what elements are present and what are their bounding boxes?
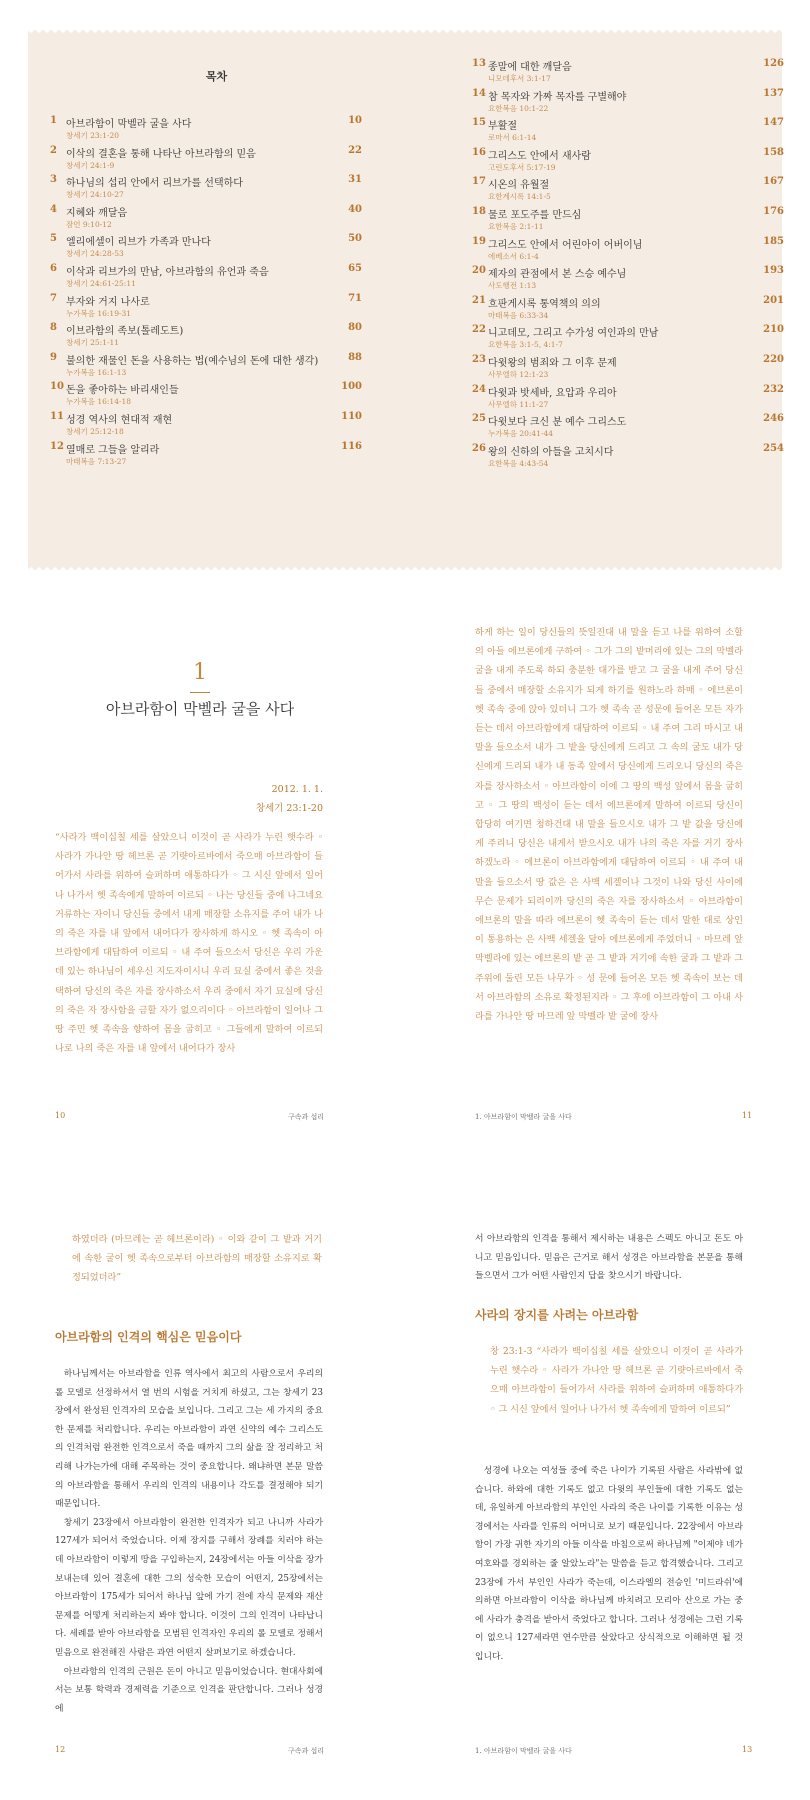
toc-entry-title: 니고데모, 그리고 수가성 여인과의 만남 (488, 328, 659, 340)
toc-entry-number: 25 (472, 413, 486, 425)
toc-entry-page: 65 (348, 263, 362, 274)
toc-entry-title: 다윗보다 크신 분 예수 그리스도 (488, 417, 627, 429)
toc-entry-reference: 고린도후서 5:17-19 (488, 162, 556, 172)
paragraph: 아브라함의 인격의 근원은 돈이 아니고 믿음이었습니다. 현대사회에서는 보통 학력과 경제력을 기준으로 인격을 판단합니다. 그러나 성경에 (55, 1666, 323, 1714)
toc-entry-page: 210 (763, 324, 784, 336)
toc-entry-reference: 창세기 24:61-25:11 (66, 279, 136, 288)
toc-entry-reference: 창세기 25:1-11 (66, 338, 120, 348)
toc-entry-number: 3 (50, 174, 57, 186)
toc-entry-reference: 사무엘하 12:1-23 (488, 370, 549, 379)
scripture-quote-left: “사라가 백이십칠 세를 살았으니 이것이 곧 사라가 누린 햇수라 ◦ 사라가 가나안 땅 헤브론 곧 기럇아르바에서 죽으매 아브라함이 들어가서 사라를 위하여 슬퍼하며 애통하다가 ◦ 그 시신 앞에서 일어나 나가서 헷 족속에게 말하여 이르되 ◦ 나는 당신들 중에 나그네요 거류하는 자이니 당신들 중에서 내게 매장할 소유지를 주어 내가 나의 죽은 자를 내 앞에서 내어다가 장사하게 하시오 ◦ 헷 족속이 아브라함에게 대답하여 이르되 ◦ 내 주여 들으소서 당신은 우리 가운데 있는 하나님이 세우신 지도자이시니 우리 묘실 중에서 좋은 것을 택하여 당신의 죽은 자를 장사하소서 우리 중에서 자기 묘실에 당신의 죽은 자 장사함을 금할 자가 없으리이다 ◦ 아브라함이 일어나 그 땅 주민 헷 족속을 향하여 몸을 굽히고 ◦ 그들에게 말하여 이르되 나로 나의 죽은 자를 내 앞에서 내어다가 장사 (55, 832, 323, 1055)
toc-entry-title: 그리스도 안에서 새사람 (488, 150, 591, 162)
toc-entry-title: 불의한 재물인 돈을 사용하는 법(예수님의 돈에 대한 생각) (66, 355, 319, 367)
toc-entry-reference: 요한복음 10:1-22 (488, 103, 549, 113)
toc-entry-page: 246 (763, 413, 784, 425)
toc-entry-number: 19 (472, 235, 486, 247)
toc-entry-reference: 잠언 9:10-12 (66, 219, 112, 229)
toc-entry-page: 193 (763, 265, 784, 277)
toc-entry-page: 167 (763, 176, 784, 188)
toc-entry-number: 10 (50, 381, 64, 393)
section-heading-right: 사라의 장지를 사려는 아브라함 (475, 1308, 639, 1322)
running-head-right: 1. 아브라함이 막벨라 굴을 사다 (475, 1747, 572, 1755)
toc-entry-number: 5 (50, 233, 57, 245)
toc-entry-page: 22 (348, 144, 362, 156)
toc-entry[interactable] (472, 443, 784, 477)
toc-entry-reference: 요한복음 2:1-11 (488, 222, 544, 231)
sermon-date: 2012. 1. 1. (271, 784, 323, 795)
toc-entry-page: 185 (763, 235, 784, 247)
toc-entry-reference: 마태복음 6:33-34 (488, 310, 549, 320)
toc-entry-page: 110 (341, 411, 362, 422)
toc-entry-reference: 사무엘하 11:1-27 (488, 399, 549, 409)
toc-entry-page: 50 (348, 233, 362, 245)
toc-entry-number: 6 (50, 263, 57, 274)
body-text-right-intro (475, 1230, 743, 1288)
toc-entry-page: 10 (348, 115, 362, 126)
toc-entry-number: 18 (472, 206, 486, 217)
toc-entry-reference: 누가복음 16:1-13 (66, 367, 127, 377)
toc-entry-page: 220 (763, 354, 784, 365)
toc-entry-page: 137 (763, 87, 784, 99)
paragraph: 성경에 나오는 여성들 중에 죽은 나이가 기록된 사람은 사라밖에 없습니다. 하와에 대한 기록도 없고 다윗의 부인들에 대한 기록도 없는데, 유일하게 아브라함의 부인인 사라의 죽은 나이를 기록한 이유는 성경에서는 사라를 인류의 어머니로 보기 때문입니다. 22장에서 아브라함이 가장 귀한 자기의 아들 이삭을 바침으로써 하나님께 "이제야 네가 여호와를 경외하는 줄 알았노라"는 말씀을 듣고 합격했습니다. 그리고 23장에 가서 부인인 사라가 죽는데, 이스라엘의 전승인 '미드라쉬'에 의하면 아브라함이 이삭을 하나님께 바치려고 모리아 산으로 가는 중에 사라가 충격을 받아서 죽었다고 합니다. 그러나 성경에는 그런 기록이 없으니 127세라면 연수만큼 살았다고 상식적으로 이해하면 될 것입니다. (475, 1466, 743, 1662)
paragraph: 서 아브라함의 인격을 통해서 제시하는 내용은 스펙도 아니고 돈도 아니고 믿음입니다. 믿음은 근거로 해서 성경은 아브라함을 본문을 통해 들으면서 그가 어떤 사람인지 답을 찾으시기 바랍니다. (475, 1234, 743, 1282)
toc-entry-reference: 누가복음 16:19-31 (66, 308, 132, 318)
toc-entry-page: 31 (348, 174, 362, 186)
toc-entry-number: 12 (50, 440, 64, 452)
toc-entry-title: 이삭의 결혼을 통해 나타난 아브라함의 믿음 (66, 148, 256, 160)
toc-title: 목차 (205, 70, 228, 83)
chapter-divider (190, 692, 210, 693)
toc-entry-page: 116 (341, 440, 362, 452)
toc-entry-number: 17 (472, 176, 486, 188)
chapter-title: 아브라함이 막벨라 굴을 사다 (105, 700, 295, 718)
toc-entry-reference: 로마서 6:1-14 (488, 133, 537, 143)
page-number-left: 10 (55, 1111, 66, 1120)
toc-entry-reference: 창세기 25:12-18 (66, 427, 124, 436)
toc-entry-number: 22 (472, 324, 486, 336)
toc-entry-title: 아브라함이 막벨라 굴을 사다 (66, 119, 192, 130)
toc-entry-title: 부활절 (488, 121, 517, 133)
toc-entry-title: 다윗왕의 범죄와 그 이후 문제 (488, 358, 617, 369)
page-number-left: 12 (55, 1745, 66, 1754)
toc-entry-page: 254 (763, 442, 784, 454)
toc-entry-title: 이브라함의 족보(톨레도트) (66, 326, 184, 338)
toc-entry-number: 8 (50, 322, 57, 334)
toc-entry-reference: 요한계시록 14:1-5 (488, 192, 551, 202)
toc-entry-reference: 사도행전 1:13 (488, 281, 537, 291)
running-head-left: 구속과 섭리 (288, 1113, 325, 1121)
toc-entry-title: 돈을 좋아하는 바리새인들 (66, 385, 179, 397)
section-heading-left: 아브라함의 인격의 핵심은 믿음이다 (55, 1330, 242, 1344)
toc-entry-reference: 요한복음 3:1-5, 4:1-7 (488, 340, 563, 350)
toc-entry-page: 176 (763, 206, 784, 217)
toc-entry-page: 100 (341, 381, 362, 393)
toc-entry-number: 20 (472, 265, 486, 277)
toc-entry-number: 24 (472, 383, 486, 395)
toc-entry-title: 지혜와 깨달음 (66, 207, 128, 219)
toc-entry-title: 참 목자와 가짜 목자를 구별해야 (488, 91, 627, 103)
scripture-quote-right: 하게 하는 일이 당신들의 뜻일진대 내 말을 듣고 나를 위하여 소할의 아들 에브론에게 구하여 ◦ 그가 그의 밭머리에 있는 그의 막벨라 굴을 내게 주도록 하되 충분한 대가를 받고 그 굴을 내게 주어 당신들 중에서 매장할 소유지가 되게 하기를 원하노라 하매 ◦ 에브론이 헷 족속 중에 앉아 있더니 그가 헷 족속 곧 성문에 들어온 모든 자가 듣는 데서 아브라함에게 대답하여 이르되 ◦ 내 주여 그리 마시고 내 말을 들으소서 내가 그 밭을 당신에게 드리고 그 속의 굴도 내가 당신에게 드리되 내가 내 동족 앞에서 당신에게 드리오니 당신의 죽은 자를 장사하소서 ◦ 아브라함이 이에 그 땅의 백성 앞에서 몸을 굽히고 ◦ 그 땅의 백성이 듣는 데서 에브론에게 말하여 이르되 당신이 합당히 여기면 청하건대 내 말을 들으시오 내가 그 밭 값을 당신에게 주리니 당신은 내게서 받으시오 내가 나의 죽은 자를 거기 장사하겠노라 ◦ 에브론이 아브라함에게 대답하여 이르되 ◦ 내 주여 내 말을 들으소서 땅 값은 은 사백 세겔이나 그것이 나와 당신 사이에 무슨 문제가 되리이까 당신의 죽은 자를 장사하소서 ◦ 아브라함이 에브론의 말을 따라 에브론이 헷 족속이 듣는 데서 말한 대로 상인이 통용하는 은 사백 세겔을 달아 에브론에게 주었더니 ◦ 마므레 앞 막벨라에 있는 에브론의 밭 곧 그 밭과 거기에 속한 굴과 그 밭과 그 주위에 둘린 모든 나무가 ◦ 성 문에 들어온 모든 헷 족속이 보는 데서 아브라함의 소유로 확정된지라 ◦ 그 후에 아브라함이 그 아내 사라를 가나안 땅 마므레 앞 막벨라 밭 굴에 장사 (475, 627, 743, 1023)
toc-entry-title: 물로 포도주를 만드심 (488, 210, 582, 221)
toc-entry-number: 7 (50, 292, 57, 304)
toc-entry-number: 16 (472, 146, 486, 158)
toc-entry-number: 26 (472, 442, 486, 454)
toc-entry-reference: 요한복음 4:43-54 (488, 458, 549, 468)
toc-entry-title: 그리스도 안에서 어린아이 어버이님 (488, 239, 643, 251)
toc-entry-number: 21 (472, 294, 486, 306)
body-text-left (55, 1365, 323, 1720)
toc-entry-page: 40 (348, 203, 362, 215)
toc-entry-page: 158 (763, 146, 784, 158)
toc-entry-page: 80 (348, 322, 362, 334)
toc-entry-reference: 니모데후서 3:1-17 (488, 74, 551, 83)
toc-entry-number: 4 (50, 203, 57, 215)
toc-entry-reference: 창세기 24:1-9 (66, 160, 115, 170)
toc-entry-reference: 누가복음 16:14-18 (66, 397, 132, 407)
running-head-right: 1. 아브라함이 막벨라 굴을 사다 (475, 1113, 572, 1121)
toc-entry-title: 종말에 대한 깨달음 (488, 62, 572, 73)
chapter-number: 1 (193, 660, 207, 685)
body-text-right (475, 1462, 743, 1662)
toc-entry-number: 1 (50, 115, 57, 126)
running-head-left: 구속과 섭리 (288, 1747, 325, 1755)
toc-entry-page: 88 (348, 351, 362, 363)
toc-entry-number: 2 (50, 144, 57, 156)
toc-entry-number: 13 (472, 58, 486, 69)
paragraph: 하나님께서는 아브라함을 인류 역사에서 최고의 사람으로서 우리의 롤 모델로 선정하셔서 열 번의 시험을 거치게 하셨고, 그는 창세기 23장에서 완성된 인격자의 모습을 보입니다. 그리고 그는 세 가지의 중요한 문제를 처리합니다. 우리는 아브라함이 과연 신약의 예수 그리스도의 인격처럼 완전한 인격으로서 죽을 때까지 그의 삶을 잘 정리하고 처리해 나가는가에 대해 주목하는 것이 중요합니다. 왜냐하면 본문 말씀의 아브라함을 통해서 우리의 인격의 내용이나 각도를 결정해야 되기 때문입니다. (55, 1369, 323, 1510)
toc-entry-reference: 창세기 24:10-27 (66, 190, 124, 200)
page-number-right: 11 (742, 1111, 753, 1120)
scripture-reference: 창세기 23:1-20 (255, 803, 323, 814)
toc-entry-title: 하나님의 섭리 안에서 리브가를 선택하다 (66, 178, 243, 190)
toc-entry-reference: 창세기 24:28-53 (66, 249, 124, 259)
table-of-contents (28, 30, 782, 570)
toc-entry-title: 열매로 그들을 알리라 (66, 444, 160, 456)
sermon-date-block (55, 780, 323, 818)
toc-entry-title: 제자의 관점에서 본 스승 예수님 (488, 269, 627, 281)
toc-entry-title: 이삭과 리브가의 만남, 아브라함의 유언과 죽음 (66, 267, 269, 278)
toc-entry-number: 9 (50, 351, 57, 363)
toc-entry-page: 126 (763, 58, 784, 69)
toc-entry-number: 14 (472, 87, 486, 99)
toc-entry-number: 15 (472, 117, 486, 129)
toc-entry-number: 11 (50, 411, 64, 422)
toc-entry-reference: 창세기 23:1-20 (66, 131, 120, 140)
toc-entry-title: 흐판게시록 통역책의 의의 (488, 298, 601, 310)
toc-entry[interactable] (50, 441, 362, 475)
toc-entry-title: 부자와 거지 나사로 (66, 296, 150, 308)
toc-entry-page: 71 (348, 292, 362, 304)
toc-entry-page: 201 (763, 294, 784, 306)
toc-entry-title: 다윗과 밧세바, 요압과 우리아 (488, 387, 617, 399)
toc-entry-page: 232 (763, 383, 784, 395)
toc-entry-page: 147 (763, 117, 784, 129)
toc-entry-title: 성경 역사의 현대적 재현 (66, 415, 173, 426)
toc-entry-reference: 누가복음 20:41-44 (488, 429, 554, 439)
toc-entry-title: 왕의 신하의 아들을 고치시다 (488, 446, 614, 458)
scripture-quote-genesis: 창 23:1-3 “사라가 백이십칠 세를 살았으니 이것이 곧 사라가 누린 햇수라 ◦ 사라가 가나안 땅 헤브론 곧 기럇아르바에서 죽으매 아브라함이 들어가서 사라를 위하여 슬퍼하며 애통하다가 ◦ 그 시신 앞에서 일어나 나가서 헷 족속에게 말하여 이르되” (490, 1346, 743, 1415)
page-number-right: 13 (742, 1745, 753, 1754)
scripture-quote-continued: 하였더라 (마므레는 곧 헤브론이라) ◦ 이와 같이 그 밭과 거기에 속한 굴이 헷 족속으로부터 아브라함의 매장할 소유지로 확정되었더라” (72, 1234, 322, 1284)
toc-entry-title: 시온의 유월절 (488, 180, 550, 192)
toc-entry-reference: 에베소서 6:1-4 (488, 251, 539, 261)
paragraph: 창세기 23장에서 아브라함이 완전한 인격자가 되고 나니까 사라가 127세가 되어서 죽었습니다. 이제 장지를 구해서 장례를 치러야 하는데 아브라함이 이렇게 땅을 구입하는지, 24장에서는 아들 이삭을 장가보내는데 있어 결혼에 대한 그의 성숙한 모습이 어떤지, 25장에서는 아브라함이 175세가 되어서 하나님 앞에 가기 전에 자식 문제와 재산 문제를 어떻게 처리하는지 봐야 합니다. 이것이 그의 인격이 나타납니다. 세례를 받아 아브라함을 모범된 인격자인 우리의 롤 모델로 정해서 믿음으로 완전해진 사람은 과연 어떤지 살펴보기로 하겠습니다. (55, 1517, 323, 1658)
toc-entry-reference: 마태복음 7:13-27 (66, 456, 127, 466)
toc-entry-title: 엘리에셀이 리브가 가족과 만나다 (66, 237, 211, 249)
toc-entry-number: 23 (472, 354, 486, 365)
